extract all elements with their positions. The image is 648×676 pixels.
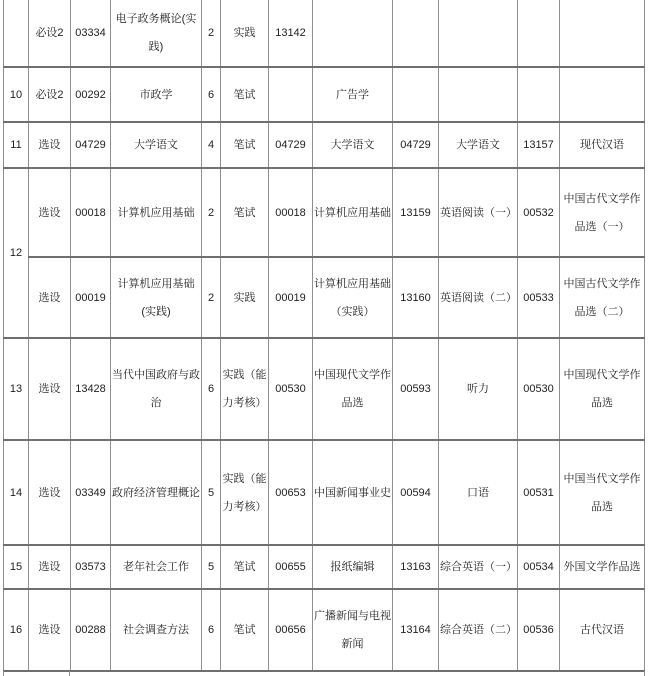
table-cell: 00533 (518, 257, 560, 338)
table-cell: 00530 (269, 338, 313, 440)
table-cell: 6 (202, 589, 221, 671)
table-cell: 04729 (269, 122, 313, 168)
table-cell: 现代汉语 (560, 122, 645, 168)
table-cell: 选设 (29, 440, 71, 545)
table-cell (560, 67, 645, 122)
table-cell: 选设 (29, 338, 71, 440)
table-cell (439, 67, 518, 122)
partial-row-border (69, 671, 70, 676)
partial-row-border (3, 671, 4, 676)
table-cell: 实践 (221, 257, 269, 338)
table-cell: 13142 (269, 0, 313, 67)
table-cell: 广播新闻与电视新闻 (313, 589, 393, 671)
table-cell: 笔试 (221, 168, 269, 257)
table-body (4, 0, 645, 671)
table-cell: 2 (202, 0, 221, 67)
table-cell: 口语 (439, 440, 518, 545)
table-cell: 计算机应用基础（实践） (313, 257, 393, 338)
table-cell: 老年社会工作 (111, 545, 202, 589)
table-cell: 00018 (71, 168, 111, 257)
table-cell: 中国现代文学作品选 (313, 338, 393, 440)
table-cell: 00655 (269, 545, 313, 589)
table-cell (313, 0, 393, 67)
table-cell: 13164 (393, 589, 439, 671)
table-cell: 必设2 (29, 0, 71, 67)
row-number-cell: 14 (4, 440, 29, 545)
table-cell: 13428 (71, 338, 111, 440)
table-cell: 00019 (71, 257, 111, 338)
table-cell: 00532 (518, 168, 560, 257)
table-cell: 计算机应用基础(实践) (111, 257, 202, 338)
table-cell: 中国新闻事业史 (313, 440, 393, 545)
table-cell: 00653 (269, 440, 313, 545)
table-cell: 2 (202, 168, 221, 257)
table-row (4, 545, 645, 589)
table-row (4, 122, 645, 168)
row-number-cell: 16 (4, 589, 29, 671)
table-cell: 03349 (71, 440, 111, 545)
table-cell: 04729 (71, 122, 111, 168)
table-cell: 5 (202, 545, 221, 589)
table-cell: 笔试 (221, 545, 269, 589)
table-cell: 笔试 (221, 122, 269, 168)
table-cell: 00536 (518, 589, 560, 671)
table-cell (439, 0, 518, 67)
table-row (4, 0, 645, 67)
course-table (3, 0, 645, 672)
table-cell (560, 0, 645, 67)
table-row (4, 589, 645, 671)
partial-row-border (644, 671, 645, 676)
table-cell: 04729 (393, 122, 439, 168)
table-cell: 计算机应用基础 (111, 168, 202, 257)
table-cell (393, 0, 439, 67)
table-cell: 13163 (393, 545, 439, 589)
table-cell: 00656 (269, 589, 313, 671)
table-row (4, 168, 645, 257)
table-cell: 中国古代文学作品选（二） (560, 257, 645, 338)
row-number-cell: 11 (4, 122, 29, 168)
table-cell: 实践（能力考核） (221, 440, 269, 545)
table-cell: 实践 (221, 0, 269, 67)
table-cell: 中国现代文学作品选 (560, 338, 645, 440)
table-cell: 03334 (71, 0, 111, 67)
table-cell: 市政学 (111, 67, 202, 122)
table-row (4, 440, 645, 545)
table-cell: 笔试 (221, 67, 269, 122)
table-cell: 选设 (29, 545, 71, 589)
table-cell: 中国当代文学作品选 (560, 440, 645, 545)
table-cell: 综合英语（一） (439, 545, 518, 589)
table-cell: 计算机应用基础 (313, 168, 393, 257)
table-cell: 00019 (269, 257, 313, 338)
row-number-cell (4, 0, 29, 67)
table-cell: 外国文学作品选 (560, 545, 645, 589)
table-cell: 13160 (393, 257, 439, 338)
table-cell: 大学语文 (111, 122, 202, 168)
table-cell: 13157 (518, 122, 560, 168)
table-cell: 03573 (71, 545, 111, 589)
table-cell: 社会调查方法 (111, 589, 202, 671)
table-cell: 00594 (393, 440, 439, 545)
table-cell: 00288 (71, 589, 111, 671)
table-cell: 古代汉语 (560, 589, 645, 671)
table-cell: 00530 (518, 338, 560, 440)
row-number-cell: 10 (4, 67, 29, 122)
table-cell (518, 67, 560, 122)
table-cell: 实践（能力考核） (221, 338, 269, 440)
table-cell: 选设 (29, 589, 71, 671)
table-cell: 13159 (393, 168, 439, 257)
table-cell: 电子政务概论(实践) (111, 0, 202, 67)
table-cell (393, 67, 439, 122)
row-number-cell: 13 (4, 338, 29, 440)
table-cell: 选设 (29, 168, 71, 257)
table-cell: 5 (202, 440, 221, 545)
table-cell: 报纸编辑 (313, 545, 393, 589)
row-number-cell: 12 (4, 168, 29, 338)
table-cell: 广告学 (313, 67, 393, 122)
table-cell: 大学语文 (439, 122, 518, 168)
table-cell: 6 (202, 67, 221, 122)
table-cell: 英语阅读（二） (439, 257, 518, 338)
table-cell: 00531 (518, 440, 560, 545)
table-cell: 必设2 (29, 67, 71, 122)
table-cell: 6 (202, 338, 221, 440)
table-cell: 选设 (29, 257, 71, 338)
table-cell: 当代中国政府与政治 (111, 338, 202, 440)
table-cell: 00292 (71, 67, 111, 122)
table-cell: 00018 (269, 168, 313, 257)
table-cell: 政府经济管理概论 (111, 440, 202, 545)
table-cell: 英语阅读（一） (439, 168, 518, 257)
table-cell: 听力 (439, 338, 518, 440)
table-row (4, 338, 645, 440)
table-cell: 4 (202, 122, 221, 168)
table-cell: 中国古代文学作品选（一） (560, 168, 645, 257)
table-cell: 笔试 (221, 589, 269, 671)
table-cell: 综合英语（二） (439, 589, 518, 671)
table-cell: 大学语文 (313, 122, 393, 168)
table-cell: 2 (202, 257, 221, 338)
table-cell: 00593 (393, 338, 439, 440)
table-cell: 选设 (29, 122, 71, 168)
table-cell (269, 67, 313, 122)
table-row (4, 67, 645, 122)
table-cell: 00534 (518, 545, 560, 589)
table-cell (518, 0, 560, 67)
row-number-cell: 15 (4, 545, 29, 589)
table-row (4, 257, 645, 338)
